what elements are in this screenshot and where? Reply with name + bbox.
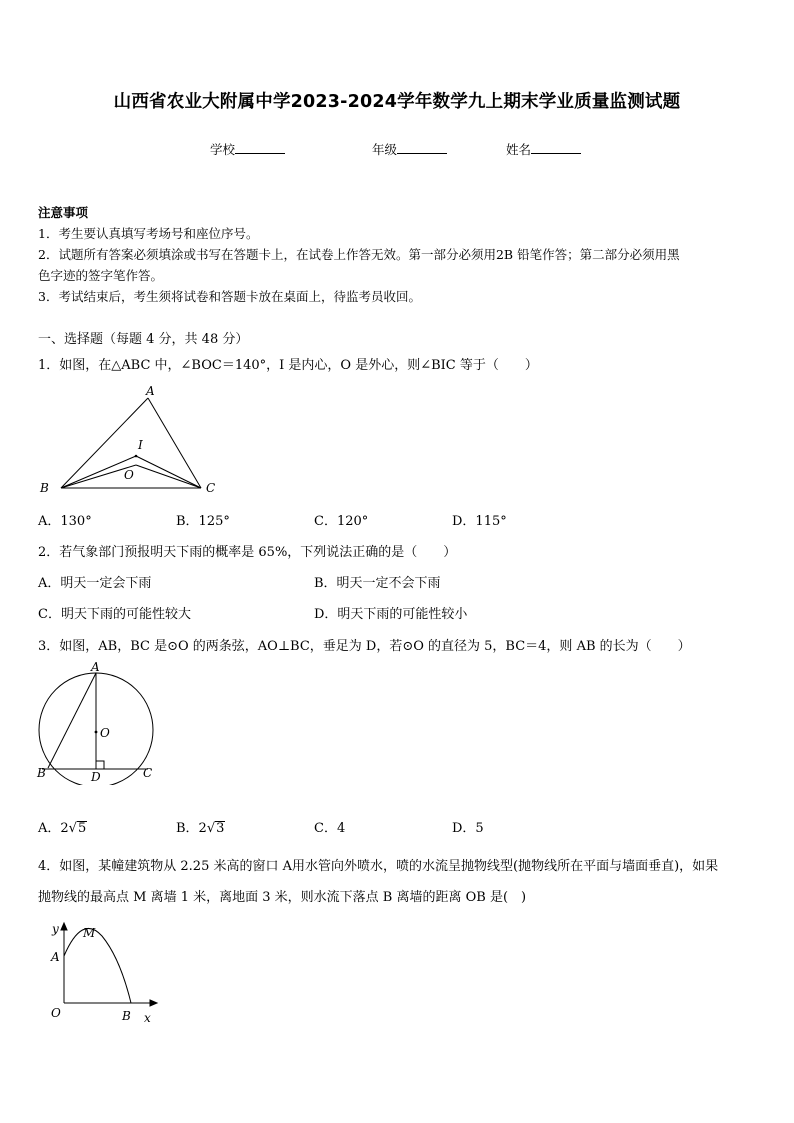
q2-option-b[interactable]: B．明天一定不会下雨 — [314, 576, 441, 591]
label-m: M — [83, 926, 96, 940]
name-blank — [531, 141, 581, 154]
q3-option-b-radicand: 3 — [216, 821, 225, 836]
label-c: C — [206, 481, 216, 495]
label-x: x — [144, 1011, 151, 1025]
school-label: 学校 — [210, 142, 236, 157]
label-o: O — [124, 468, 134, 482]
label-o: O — [100, 726, 110, 740]
label-b: B — [37, 766, 46, 780]
label-i: I — [138, 438, 143, 452]
notice-heading: 注意事项 — [38, 205, 89, 220]
question-3-stem: 3．如图，AB，BC 是⊙O 的两条弦，AO⊥BC，垂足为 D，若⊙O 的直径为 5，BC＝4，则 AB 的长为（ ） — [38, 639, 691, 654]
q2-option-a[interactable]: A．明天一定会下雨 — [38, 576, 152, 591]
label-c: C — [143, 766, 153, 780]
notice-item: 色字迹的签字笔作答。 — [38, 268, 164, 283]
grade-label: 年级 — [372, 142, 398, 157]
label-a: A — [146, 384, 155, 398]
school-blank — [235, 141, 285, 154]
question-4-line-2: 抛物线的最高点 M 离墙 1 米，离地面 3 米，则水流下落点 B 离墙的距离 OB 是( ) — [38, 890, 527, 905]
notice-item: 3．考试结束后，考生须将试卷和答题卡放在桌面上，待监考员收回。 — [38, 289, 421, 304]
q3-option-b-prefix: B．2 — [176, 821, 207, 836]
page-title: 山西省农业大附属中学2023-2024学年数学九上期末学业质量监测试题 — [113, 92, 681, 112]
grade-blank — [397, 141, 447, 154]
q3-option-c[interactable]: C．4 — [314, 821, 346, 836]
parabola-figure — [40, 918, 175, 1028]
section-heading: 一、选择题（每题 4 分，共 48 分） — [38, 332, 249, 347]
q2-option-d[interactable]: D．明天下雨的可能性较小 — [314, 607, 468, 622]
q3-option-b[interactable] — [176, 817, 225, 836]
notice-item: 1．考生要认真填写考场号和座位序号。 — [38, 226, 259, 241]
question-1-stem: 1．如图，在△ABC 中，∠BOC＝140°，I 是内心，O 是外心，则∠BIC 等于（ ） — [38, 358, 538, 373]
school-field[interactable] — [210, 140, 285, 158]
sqrt-icon: √ — [206, 821, 216, 836]
grade-field[interactable] — [372, 140, 447, 158]
name-field[interactable] — [506, 140, 581, 158]
q3-option-d[interactable]: D．5 — [452, 821, 484, 836]
label-a: A — [51, 950, 60, 964]
label-b: B — [122, 1009, 131, 1023]
label-b: B — [40, 481, 49, 495]
name-label: 姓名 — [506, 142, 532, 157]
q1-option-b[interactable]: B．125° — [176, 514, 230, 529]
q3-option-a-radicand: 5 — [77, 821, 87, 836]
question-4-line-1: 4．如图，某幢建筑物从 2.25 米高的窗口 A用水管向外喷水，喷的水流呈抛物线型(抛物线所在平面与墙面垂直)，如果 — [38, 859, 719, 874]
q2-option-c[interactable]: C．明天下雨的可能性较大 — [38, 607, 191, 622]
q1-option-c[interactable]: C．120° — [314, 514, 369, 529]
q3-option-a-prefix: A．2 — [38, 821, 69, 836]
circle-figure — [30, 660, 165, 785]
label-o: O — [51, 1006, 61, 1020]
q3-option-a[interactable] — [38, 817, 87, 836]
label-y: y — [52, 922, 59, 936]
q1-option-d[interactable]: D．115° — [452, 514, 507, 529]
triangle-figure — [36, 380, 226, 498]
question-2-stem: 2．若气象部门预报明天下雨的概率是 65%，下列说法正确的是（ ） — [38, 545, 457, 560]
sqrt-icon: √ — [68, 821, 77, 836]
notice-item: 2．试题所有答案必须填涂或书写在答题卡上，在试卷上作答无效。第一部分必须用2B 铅笔作答；第二部分必须用黑 — [38, 247, 680, 262]
q1-option-a[interactable]: A．130° — [38, 514, 92, 529]
label-d: D — [91, 770, 101, 784]
label-a: A — [91, 660, 100, 674]
